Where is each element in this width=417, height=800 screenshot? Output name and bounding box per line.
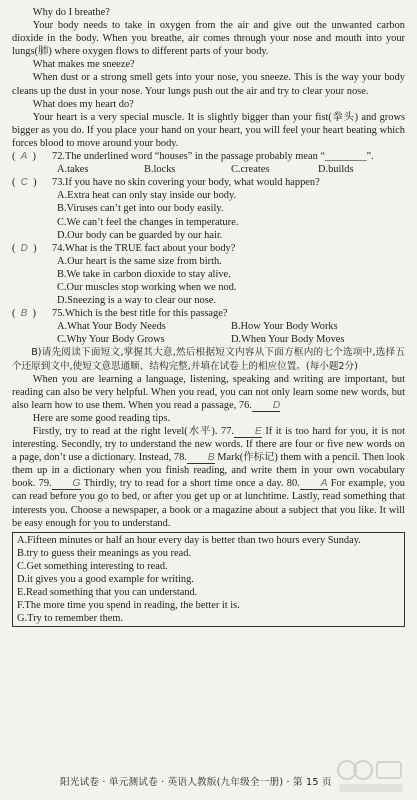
box-option-c: C.Get something interesting to read.	[17, 560, 168, 572]
blank-78-answer: B	[187, 452, 215, 464]
answer-72-handwritten: A	[20, 151, 28, 163]
answer-75-handwritten: B	[20, 308, 28, 320]
option-c: C.Our muscles stop working when we nod.	[57, 281, 237, 293]
question-72: ( A ) 72.The underlined word “houses” in the passage probably mean “________”. A.takes B.locks C.creates D.builds	[12, 150, 405, 176]
watermark-logo-icon	[333, 756, 409, 796]
option-b: B.How Your Body Works	[231, 321, 338, 333]
option-b: B.We take in carbon dioxide to stay alive.	[57, 268, 231, 280]
option-c: C.creates	[231, 164, 270, 176]
option-a: A.Our heart is the same size from birth.	[57, 255, 222, 267]
option-b: B.locks	[144, 164, 176, 176]
question-stem: What is the TRUE fact about your body?	[65, 242, 236, 254]
question-73: ( C ) 73.If you have no skin covering your body, what would happen? A.Extra heat can only stay inside our body. B.Viruses can’t get into our body easily. C.We can’t feel the changes in temperature. D.Our body can be guarded by our hair.	[12, 176, 405, 241]
option-d: D.builds	[318, 164, 354, 176]
option-c: C.Why Your Body Grows	[57, 334, 165, 346]
box-option-b: B.try to guess their meanings as you read.	[17, 547, 192, 559]
answer-73-handwritten: C	[20, 177, 28, 189]
part-b-paragraph-2: Here are some good reading tips.	[32, 412, 171, 424]
option-d: D.Our body can be guarded by our hair.	[57, 229, 223, 241]
heading-why-breathe: Why do I breathe?	[32, 7, 110, 18]
box-option-d: D.it gives you a good example for writing.	[17, 574, 194, 586]
heading-heart: What does my heart do?	[32, 98, 134, 110]
question-74: ( D ) 74.What is the TRUE fact about your body? A.Our heart is the same size from birth. B.We take in carbon dioxide to stay alive. C.Our muscles stop working when we nod. D.Sneezing is a way to clear our nose.	[12, 242, 405, 307]
question-number: 75.	[52, 308, 65, 320]
paragraph-heart: Your heart is a very special muscle. It is slightly bigger than your fist(拳头) and grows bigger as you do. If you place your hand on your heart, you will feel your heart beating which forces blood to move around your body.	[12, 111, 405, 149]
part-b-instructions: B)请先阅读下面短文,掌握其大意,然后根据短文内容从下面方框内的七个选项中,选择五个还原到文中,使短文意思通顺、结构完整,并填在试卷上的相应位置。(每小题2分)	[12, 347, 405, 372]
question-number: 74.	[52, 242, 65, 254]
box-option-e: E.Read something that you can understand.	[17, 587, 198, 599]
question-number: 73.	[52, 177, 65, 189]
question-stem: If you have no skin covering your body, what would happen?	[65, 177, 320, 189]
question-stem: The underlined word “houses” in the passage probably mean “________”.	[65, 151, 374, 163]
option-b: B.Viruses can’t get into our body easily.	[57, 203, 224, 215]
part-b-paragraph-1: When you are learning a language, listening, speaking and writing are important, but reading can also be very helpful. When you read, you can not only learn some new words, but also learn how to use them. When you read a passage, 76. D	[12, 373, 405, 411]
box-option-f: F.The more time you spend in reading, the better it is.	[17, 600, 240, 612]
question-75: ( B ) 75.Which is the best title for this passage? A.What Your Body Needs B.How Your Body Works C.Why Your Body Grows D.When Your Body Moves	[12, 307, 405, 346]
blank-77-answer: E	[234, 426, 262, 438]
heading-sneeze: What makes me sneeze?	[32, 59, 135, 71]
options-box	[12, 532, 405, 628]
box-option-g: G.Try to remember them.	[17, 613, 124, 625]
paragraph-breathe: Your body needs to take in oxygen from the air and give out the unwanted carbon dioxide in the body. When you breathe, air comes through your nose and mouth into your lungs(肺) where oxygen flows to different parts of your body.	[12, 20, 405, 58]
page-footer: 阳光试卷 · 单元测试卷 · 英语人教版(九年级全一册) · 第 15 页	[60, 777, 332, 788]
blank-79-answer: G	[52, 478, 81, 490]
option-d: D.Sneezing is a way to clear our nose.	[57, 295, 216, 307]
option-d: D.When Your Body Moves	[231, 334, 345, 346]
box-option-a: A.Fifteen minutes or half an hour every day is better than two hours every Sunday.	[17, 534, 361, 546]
option-a: A.Extra heat can only stay inside our body.	[57, 190, 237, 202]
blank-80-answer: A	[300, 478, 328, 490]
question-number: 72.	[52, 151, 65, 163]
option-c: C.We can’t feel the changes in temperature.	[57, 216, 239, 228]
blank-76-answer: D	[252, 400, 280, 412]
option-a: A.What Your Body Needs	[57, 321, 166, 333]
question-stem: Which is the best title for this passage?	[65, 308, 228, 320]
paragraph-sneeze: When dust or a strong smell gets into your nose, you sneeze. This is the way your body cleans up the dust in your nose. Your lungs push out the air and try to clear your nose.	[12, 72, 405, 97]
answer-74-handwritten: D	[20, 242, 28, 254]
option-a: A.takes	[57, 164, 89, 176]
part-b-paragraph-3: Firstly, try to read at the right level(水平). 77. E If it is too hard for you, it is not interesting. Secondly, try to understand the new words. If there are four or five new words on a page, don’t use a dictionary. Instead, 78. B Mark(作标记) them with a pencil. Then look them up in a dictionary when you finish reading, and write them in your own vocabulary book. 79. G Thirdly, try to read for a short time once a day. 80. A For example, you can read before you go to bed, or after you get up or at lunchtime. Lastly, read something that interests you. Choose a newspaper, a book or a magazine about a subject that you like. It will be easy enough for you to understand.	[12, 426, 405, 529]
